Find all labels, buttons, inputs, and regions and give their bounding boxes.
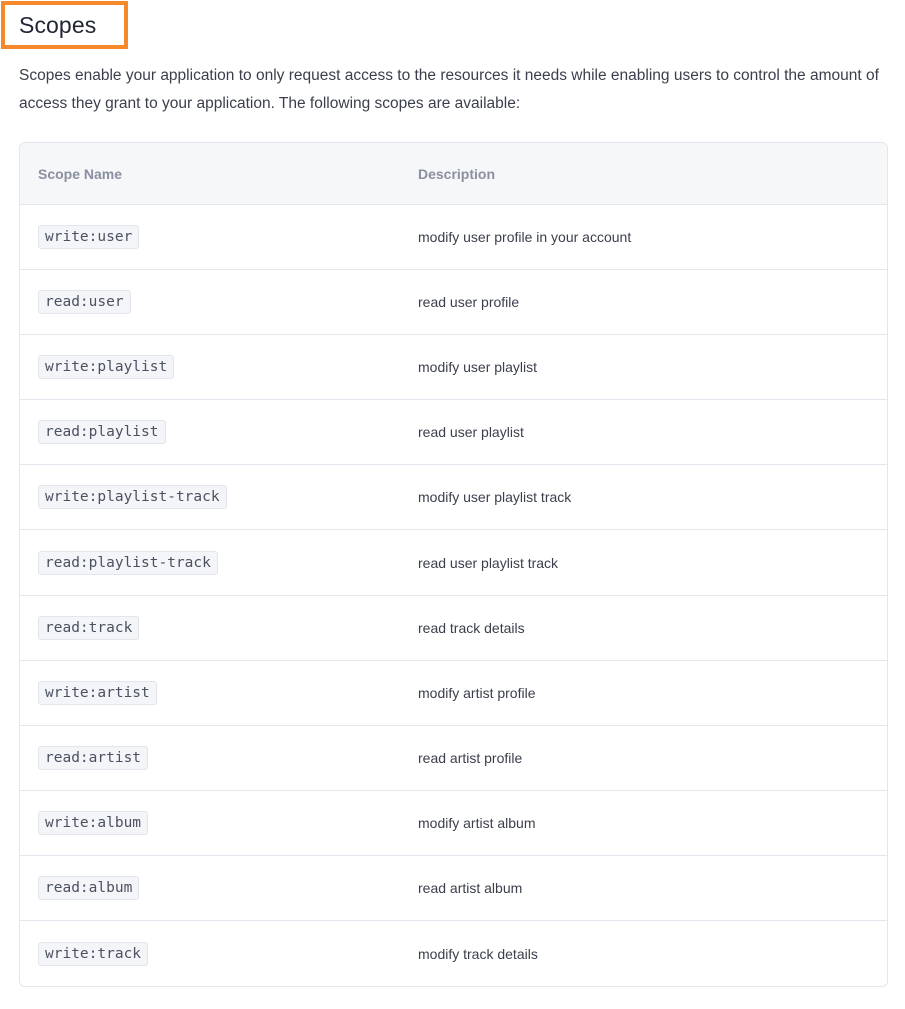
table-row [20, 400, 887, 465]
scope-name: write:album [38, 811, 148, 835]
table-header [20, 143, 887, 205]
scope-description: read user playlist track [418, 554, 559, 571]
table-row [20, 465, 887, 530]
scope-name: read:user [38, 290, 131, 314]
section-heading-highlight [1, 1, 128, 49]
scopes-table [19, 142, 888, 987]
scope-description: modify artist profile [418, 684, 536, 701]
scope-description: modify track details [418, 945, 538, 962]
scope-name: read:playlist-track [38, 551, 218, 575]
scope-name: write:artist [38, 681, 157, 705]
section-intro: Scopes enable your application to only request access to the resources it needs while enabling users to control the amount of access they grant to your application. The following scopes are available: [19, 67, 879, 112]
scope-name: read:track [38, 616, 139, 640]
scope-description: read artist profile [418, 749, 523, 766]
scope-name: write:track [38, 942, 148, 966]
scope-name: read:artist [38, 746, 148, 770]
scope-name: write:user [38, 225, 139, 249]
scope-description: modify artist album [418, 814, 536, 831]
section-title: Scopes [19, 11, 97, 38]
scope-description: read artist album [418, 879, 523, 896]
scope-description: read user playlist [418, 424, 524, 441]
scope-description: modify user playlist track [418, 489, 572, 506]
table-row [20, 530, 887, 595]
scope-name: read:playlist [38, 420, 166, 444]
column-header-description: Description [418, 165, 496, 182]
table-row [20, 270, 887, 335]
table-row [20, 661, 887, 726]
scope-name: write:playlist [38, 355, 174, 379]
scope-description: modify user playlist [418, 359, 538, 376]
scope-description: read user profile [418, 294, 520, 311]
scope-name: write:playlist-track [38, 485, 227, 509]
scope-name: read:album [38, 876, 139, 900]
table-row [20, 921, 887, 986]
table-body [20, 205, 887, 986]
table-row [20, 596, 887, 661]
scope-description: read track details [418, 619, 525, 636]
table-row [20, 726, 887, 791]
table-row [20, 335, 887, 400]
column-header-scope-name: Scope Name [38, 165, 123, 182]
scope-description: modify user profile in your account [418, 229, 632, 246]
table-row [20, 205, 887, 270]
table-row [20, 791, 887, 856]
table-row [20, 856, 887, 921]
